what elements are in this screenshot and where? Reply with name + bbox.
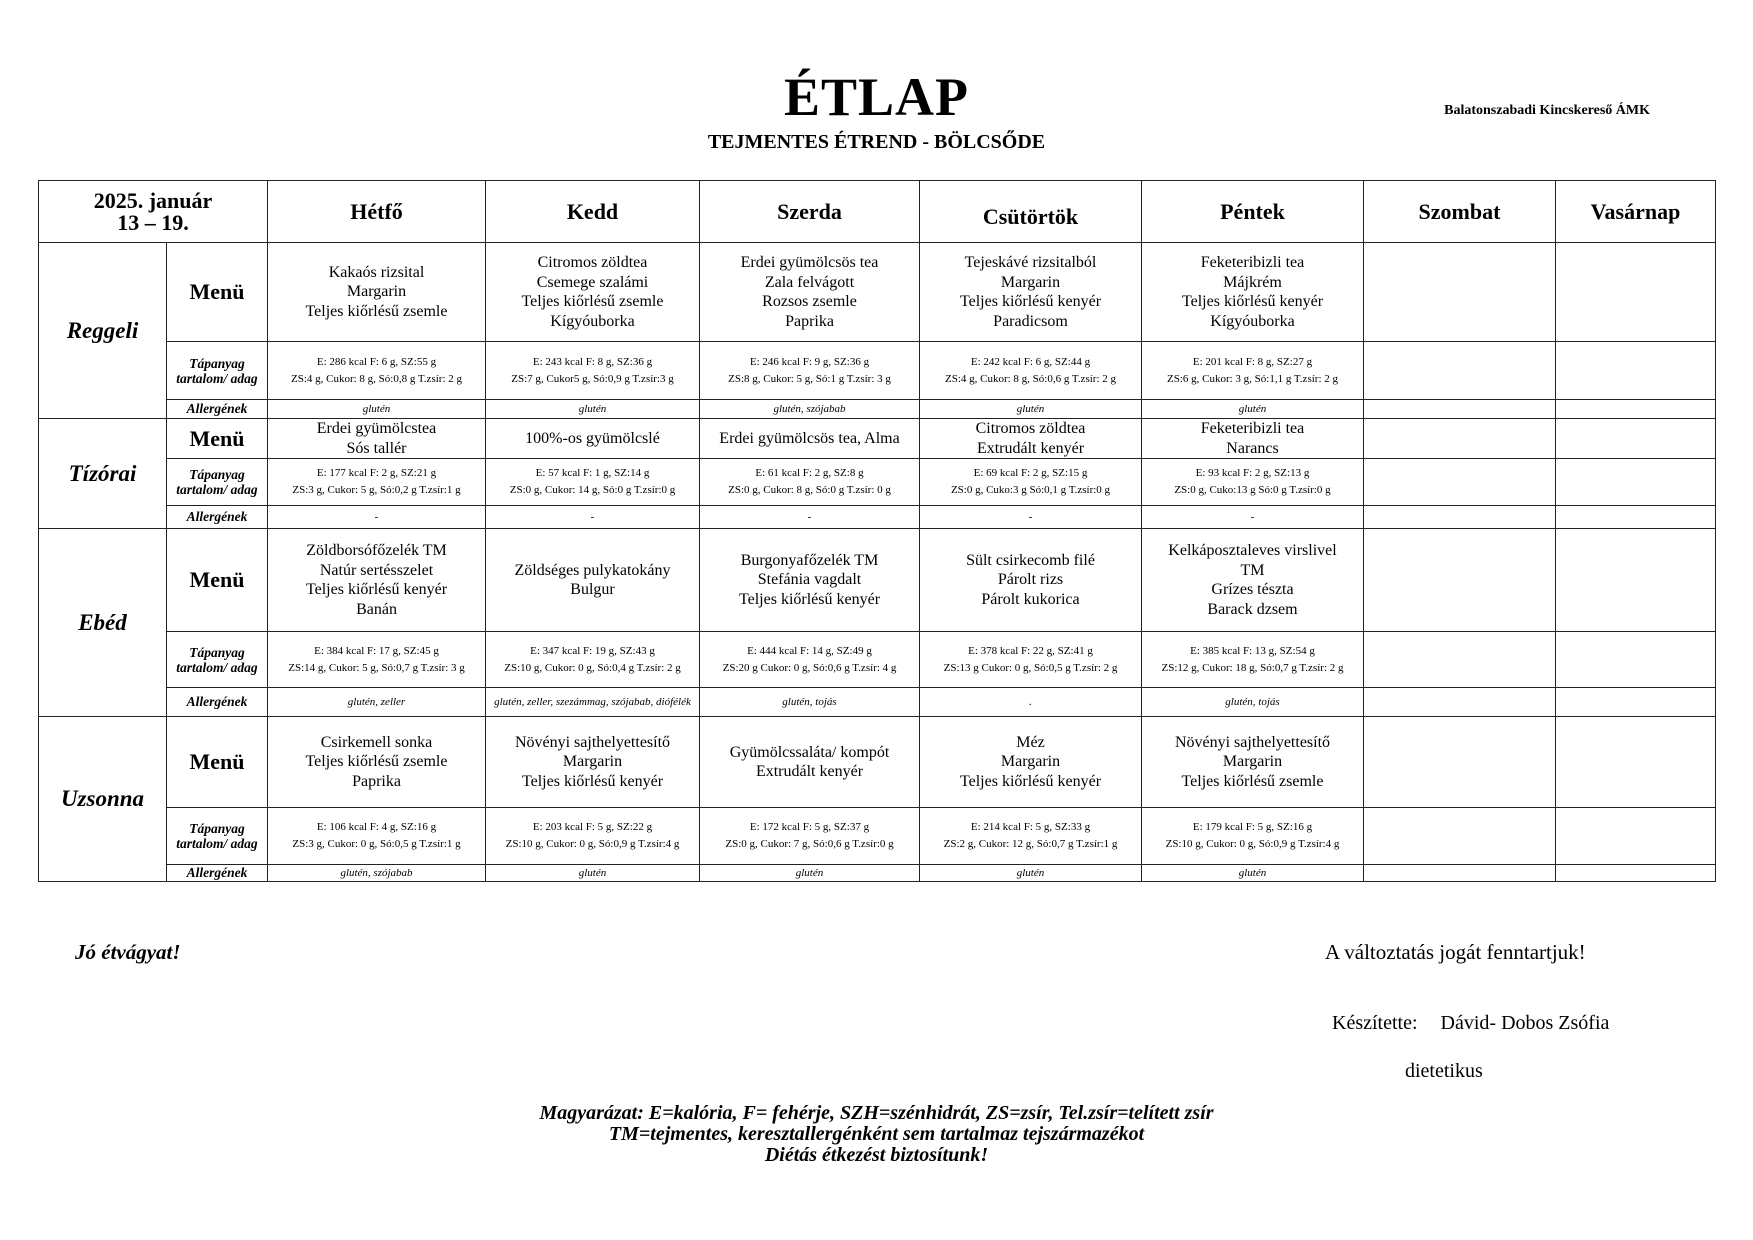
menu-cell <box>268 717 486 808</box>
nutrition-line: ZS:20 g Cukor: 0 g, Só:0,6 g T.zsír: 4 g <box>722 661 897 674</box>
nutrition-line: E: 286 kcal F: 6 g, SZ:55 g <box>316 355 437 368</box>
menu-item: 100%-os gyümölcslé <box>525 429 660 447</box>
menu-item: Stefánia vagdalt <box>757 571 862 589</box>
nutrition-cell <box>486 459 700 506</box>
allergen-cell: glutén <box>1142 865 1364 882</box>
allergens-label: Allergének <box>167 865 268 882</box>
allergen-cell <box>1364 506 1556 529</box>
nutrition-line: ZS:4 g, Cukor: 8 g, Só:0,8 g T.zsír: 2 g <box>290 372 462 385</box>
menu-cell <box>1142 243 1364 342</box>
menu-cell <box>700 419 920 459</box>
allergen-cell: glutén <box>920 400 1142 419</box>
day-header-sunday: Vasárnap <box>1556 181 1716 243</box>
menu-item: Citromos zöldtea <box>975 420 1086 437</box>
menu-cell <box>920 529 1142 632</box>
nutrition-line: ZS:2 g, Cukor: 12 g, Só:0,7 g T.zsír:1 g <box>943 838 1118 850</box>
nutrition-line: E: 61 kcal F: 2 g, SZ:8 g <box>755 467 864 479</box>
nutrition-line: ZS:0 g, Cukor: 7 g, Só:0,6 g T.zsír:0 g <box>725 838 894 850</box>
nutrition-line: E: 179 kcal F: 5 g, SZ:16 g <box>1192 821 1313 833</box>
nutrition-line: ZS:6 g, Cukor: 3 g, Só:1,1 g T.zsír: 2 g <box>1166 372 1338 385</box>
menu-cell <box>700 717 920 808</box>
menu-item: Teljes kiőrlésű zsemle <box>1181 772 1324 790</box>
nutrition-cell <box>268 342 486 400</box>
menu-cell <box>700 529 920 632</box>
nutrition-line: E: 444 kcal F: 14 g, SZ:49 g <box>747 644 872 657</box>
menu-item: Növényi sajthelyettesítő <box>514 733 671 751</box>
allergen-cell <box>1556 400 1716 419</box>
allergens-label: Allergének <box>167 506 268 529</box>
page-title: ÉTLAP <box>783 67 970 127</box>
nutrition-cell <box>268 632 486 688</box>
allergen-row <box>39 865 1716 882</box>
menu-item: Rozsos zsemle <box>762 293 857 310</box>
nutrition-line: E: 347 kcal F: 19 g, SZ:43 g <box>530 644 655 657</box>
menu-item: Sült csirkecomb filé <box>966 551 1095 569</box>
nutrition-label: Tápanyag tartalom/ adag <box>167 342 268 400</box>
nutrition-line: E: 93 kcal F: 2 g, SZ:13 g <box>1195 467 1310 479</box>
nutrition-row <box>39 632 1716 688</box>
menu-item: Méz <box>1016 733 1045 751</box>
nutrition-line: ZS:3 g, Cukor: 0 g, Só:0,5 g T.zsír:1 g <box>292 838 461 850</box>
nutrition-cell <box>920 342 1142 400</box>
menu-item: Kígyóuborka <box>1210 312 1295 330</box>
menu-item: Párolt rizs <box>997 571 1064 589</box>
menu-cell <box>1364 529 1556 632</box>
allergen-cell: glutén, tojás <box>1142 688 1364 717</box>
nutrition-line: E: 214 kcal F: 5 g, SZ:33 g <box>970 821 1091 833</box>
menu-table-body <box>39 243 1716 882</box>
allergen-cell: glutén <box>700 865 920 882</box>
legend-line: TM=tejmentes, keresztallergénként sem tartalmaz tejszármazékot <box>608 1123 1145 1145</box>
menu-item: Feketeribizli tea <box>1200 254 1305 271</box>
nutrition-line: E: 69 kcal F: 2 g, SZ:15 g <box>973 467 1088 479</box>
menu-item: Növényi sajthelyettesítő <box>1174 733 1331 751</box>
nutrition-line: ZS:0 g, Cuko:3 g Só:0,1 g T.zsír:0 g <box>950 484 1111 496</box>
allergen-cell: glutén, szójabab <box>700 400 920 419</box>
nutrition-line: E: 57 kcal F: 1 g, SZ:14 g <box>535 467 650 479</box>
nutrition-line: ZS:12 g, Cukor: 18 g, Só:0,7 g T.zsír: 2 g <box>1161 661 1344 674</box>
legend-line: Magyarázat: E=kalória, F= fehérje, SZH=szénhidrát, ZS=zsír, Tel.zsír=telített zsír <box>539 1102 1214 1124</box>
menu-item: Teljes kiőrlésű zsemle <box>305 753 448 771</box>
menu-cell <box>486 243 700 342</box>
allergen-cell: glutén, zeller <box>268 688 486 717</box>
nutrition-cell <box>486 808 700 865</box>
nutrition-cell <box>486 632 700 688</box>
nutrition-label: Tápanyag tartalom/ adag <box>167 459 268 506</box>
nutrition-line: E: 201 kcal F: 8 g, SZ:27 g <box>1192 355 1313 368</box>
menu-item: Margarin <box>1000 273 1061 291</box>
menu-item: Paradicsom <box>993 312 1068 330</box>
menu-item: Banán <box>356 600 397 618</box>
allergen-cell: - <box>920 506 1142 529</box>
nutrition-line: E: 177 kcal F: 2 g, SZ:21 g <box>316 467 437 479</box>
menu-label: Menü <box>167 243 268 342</box>
nutrition-cell <box>920 808 1142 865</box>
menu-item: Teljes kiőrlésű kenyér <box>959 293 1102 310</box>
nutrition-line: E: 378 kcal F: 22 g, SZ:41 g <box>968 644 1093 657</box>
menu-item: Kelkáposztaleves virslivel <box>1168 542 1337 559</box>
menu-item: Extrudált kenyér <box>755 763 864 780</box>
date-range-days: 13 – 19. <box>117 209 189 235</box>
allergen-cell: glutén <box>920 865 1142 882</box>
header-row <box>39 181 1716 243</box>
menu-cell <box>268 243 486 342</box>
nutrition-cell <box>268 459 486 506</box>
menu-item: Margarin <box>346 283 407 301</box>
menu-item: Erdei gyümölcsös tea, Alma <box>719 429 900 447</box>
menu-item: Margarin <box>1000 753 1061 771</box>
allergen-cell: glutén <box>486 400 700 419</box>
allergen-row <box>39 506 1716 529</box>
menu-item: Tejeskávé rizsitalból <box>964 254 1097 271</box>
day-header-wednesday: Szerda <box>700 181 920 243</box>
nutrition-line: ZS:10 g, Cukor: 0 g, Só:0,9 g T.zsír:4 g <box>1165 838 1340 850</box>
organization-name: Balatonszabadi Kincskereső ÁMK <box>1444 103 1650 118</box>
menu-item: Zala felvágott <box>764 273 855 291</box>
menu-item: Zöldborsófőzelék TM <box>306 542 447 559</box>
menu-item: Kígyóuborka <box>550 312 635 330</box>
nutrition-cell <box>700 342 920 400</box>
day-header-thursday: Csütörtök <box>920 181 1142 243</box>
menu-item: Teljes kiőrlésű kenyér <box>521 772 664 790</box>
date-range-cell <box>39 181 268 243</box>
nutrition-line: ZS:10 g, Cukor: 0 g, Só:0,4 g T.zsír: 2 g <box>504 661 681 674</box>
nutrition-cell <box>486 342 700 400</box>
menu-item: Sós tallér <box>346 439 407 457</box>
nutrition-cell <box>1364 342 1556 400</box>
allergen-cell: - <box>486 506 700 529</box>
menu-cell <box>486 419 700 459</box>
nutrition-line: ZS:10 g, Cukor: 0 g, Só:0,9 g T.zsír:4 g <box>505 838 680 850</box>
menu-item: Erdei gyümölcsös tea <box>740 254 879 271</box>
menu-item: Zöldséges pulykatokány <box>514 561 671 579</box>
allergen-cell <box>1556 688 1716 717</box>
meal-name: Uzsonna <box>39 717 167 882</box>
menu-cell <box>268 529 486 632</box>
menu-item: Paprika <box>352 772 401 790</box>
menu-item: Margarin <box>1222 753 1283 771</box>
menu-item: Paprika <box>785 312 834 330</box>
nutrition-line: E: 172 kcal F: 5 g, SZ:37 g <box>749 821 870 833</box>
day-header-tuesday: Kedd <box>486 181 700 243</box>
allergens-label: Allergének <box>167 400 268 419</box>
allergen-cell: glutén <box>1142 400 1364 419</box>
date-range-month: 2025. január <box>93 187 213 213</box>
menu-item: Gyümölcssaláta/ kompót <box>729 743 890 761</box>
menu-item: Narancs <box>1226 439 1279 457</box>
allergen-cell <box>1556 865 1716 882</box>
nutrition-line: ZS:4 g, Cukor: 8 g, Só:0,6 g T.zsír: 2 g <box>944 372 1116 385</box>
menu-cell <box>1142 419 1364 459</box>
menu-cell <box>920 419 1142 459</box>
greeting-text: Jó étvágyat! <box>75 940 181 964</box>
menu-row <box>39 243 1716 342</box>
page-subtitle: TEJMENTES ÉTREND - BÖLCSŐDE <box>707 131 1046 153</box>
allergen-cell: . <box>920 688 1142 717</box>
nutrition-line: ZS:7 g, Cukor5 g, Só:0,9 g T.zsír:3 g <box>511 372 674 385</box>
menu-cell <box>920 717 1142 808</box>
meal-name: Reggeli <box>39 243 167 419</box>
nutrition-line: E: 384 kcal F: 17 g, SZ:45 g <box>314 644 439 657</box>
nutrition-cell <box>1556 808 1716 865</box>
menu-item: Csemege szalámi <box>536 273 649 291</box>
allergen-cell: - <box>268 506 486 529</box>
menu-item: Csirkemell sonka <box>320 733 433 751</box>
nutrition-cell <box>268 808 486 865</box>
nutrition-cell <box>920 459 1142 506</box>
menu-item: Citromos zöldtea <box>537 254 648 271</box>
menu-item: Margarin <box>562 753 623 771</box>
menu-item: Extrudált kenyér <box>976 439 1085 457</box>
menu-cell <box>1556 419 1716 459</box>
menu-cell <box>1364 243 1556 342</box>
menu-item: TM <box>1240 561 1265 579</box>
menu-table <box>38 180 1716 882</box>
menu-item: Barack dzsem <box>1207 600 1298 618</box>
menu-item: Erdei gyümölcstea <box>316 420 437 437</box>
menu-cell <box>1142 717 1364 808</box>
allergen-cell: - <box>700 506 920 529</box>
menu-item: Párolt kukorica <box>981 590 1080 608</box>
nutrition-line: E: 203 kcal F: 5 g, SZ:22 g <box>532 821 653 833</box>
nutrition-line: ZS:13 g Cukor: 0 g, Só:0,5 g T.zsír: 2 g <box>943 661 1118 674</box>
allergens-label: Allergének <box>167 688 268 717</box>
nutrition-cell <box>700 459 920 506</box>
menu-cell <box>1556 717 1716 808</box>
nutrition-line: E: 246 kcal F: 9 g, SZ:36 g <box>749 355 870 368</box>
allergen-cell: glutén <box>486 865 700 882</box>
nutrition-cell <box>1142 459 1364 506</box>
menu-item: Teljes kiőrlésű kenyér <box>959 772 1102 790</box>
nutrition-line: ZS:14 g, Cukor: 5 g, Só:0,7 g T.zsír: 3 g <box>288 661 465 674</box>
menu-item: Feketeribizli tea <box>1200 420 1305 437</box>
menu-row <box>39 717 1716 808</box>
nutrition-line: ZS:0 g, Cukor: 14 g, Só:0 g T.zsír:0 g <box>509 484 676 496</box>
menu-cell <box>1556 529 1716 632</box>
menu-cell <box>1556 243 1716 342</box>
nutrition-cell <box>700 808 920 865</box>
allergen-cell <box>1364 688 1556 717</box>
nutrition-line: E: 106 kcal F: 4 g, SZ:16 g <box>316 821 437 833</box>
meal-name: Tízórai <box>39 419 167 529</box>
menu-item: Burgonyafőzelék TM <box>740 551 879 569</box>
author-line <box>1332 1012 1609 1035</box>
nutrition-cell <box>1364 459 1556 506</box>
allergen-cell: glutén, zeller, szezámmag, szójabab, diófélék <box>486 688 700 717</box>
change-notice: A változtatás jogát fenntartjuk! <box>1325 940 1586 964</box>
allergen-cell: glutén, szójabab <box>268 865 486 882</box>
menu-item: Grízes tészta <box>1211 581 1294 598</box>
menu-cell <box>268 419 486 459</box>
nutrition-cell <box>1556 459 1716 506</box>
menu-cell <box>1364 717 1556 808</box>
day-header-saturday: Szombat <box>1364 181 1556 243</box>
menu-cell <box>1142 529 1364 632</box>
menu-row <box>39 419 1716 459</box>
author-role: dietetikus <box>1405 1060 1483 1082</box>
nutrition-line: ZS:0 g, Cukor: 8 g, Só:0 g T.zsír: 0 g <box>728 484 891 496</box>
nutrition-cell <box>920 632 1142 688</box>
nutrition-cell <box>700 632 920 688</box>
nutrition-line: E: 385 kcal F: 13 g, SZ:54 g <box>1190 644 1315 657</box>
nutrition-cell <box>1364 808 1556 865</box>
nutrition-row <box>39 459 1716 506</box>
menu-item: Natúr sertésszelet <box>319 561 434 579</box>
nutrition-row <box>39 342 1716 400</box>
nutrition-cell <box>1142 632 1364 688</box>
menu-label: Menü <box>167 529 268 632</box>
nutrition-cell <box>1364 632 1556 688</box>
menu-row <box>39 529 1716 632</box>
author-name: Dávid- Dobos Zsófia <box>1440 1012 1610 1034</box>
author-label: Készítette: <box>1332 1012 1418 1034</box>
allergen-row <box>39 400 1716 419</box>
meal-name: Ebéd <box>39 529 167 717</box>
menu-label: Menü <box>167 419 268 459</box>
nutrition-cell <box>1556 342 1716 400</box>
nutrition-cell <box>1142 808 1364 865</box>
allergen-row <box>39 688 1716 717</box>
allergen-cell <box>1364 400 1556 419</box>
nutrition-label: Tápanyag tartalom/ adag <box>167 808 268 865</box>
menu-item: Bulgur <box>570 581 615 598</box>
menu-cell <box>920 243 1142 342</box>
menu-item: Teljes kiőrlésű kenyér <box>738 590 881 608</box>
allergen-cell <box>1364 865 1556 882</box>
menu-label: Menü <box>167 717 268 808</box>
menu-cell <box>486 529 700 632</box>
menu-item: Kakaós rizsital <box>328 263 425 281</box>
nutrition-line: E: 242 kcal F: 6 g, SZ:44 g <box>970 355 1091 368</box>
nutrition-line: ZS:8 g, Cukor: 5 g, Só:1 g T.zsír: 3 g <box>728 372 891 385</box>
menu-cell <box>700 243 920 342</box>
legend-block <box>0 1103 1753 1166</box>
nutrition-line: E: 243 kcal F: 8 g, SZ:36 g <box>532 355 653 368</box>
nutrition-line: ZS:0 g, Cuko:13 g Só:0 g T.zsír:0 g <box>1174 484 1331 496</box>
day-header-friday: Péntek <box>1142 181 1364 243</box>
allergen-cell: glutén <box>268 400 486 419</box>
menu-item: Teljes kiőrlésű kenyér <box>1181 293 1324 310</box>
menu-item: Májkrém <box>1223 273 1282 291</box>
nutrition-cell <box>1556 632 1716 688</box>
allergen-cell: glutén, tojás <box>700 688 920 717</box>
menu-item: Teljes kiőrlésű kenyér <box>305 581 448 598</box>
menu-cell <box>486 717 700 808</box>
menu-item: Teljes kiőrlésű zsemle <box>305 302 448 320</box>
allergen-cell <box>1556 506 1716 529</box>
nutrition-cell <box>1142 342 1364 400</box>
nutrition-label: Tápanyag tartalom/ adag <box>167 632 268 688</box>
nutrition-row <box>39 808 1716 865</box>
menu-cell <box>1364 419 1556 459</box>
nutrition-line: ZS:3 g, Cukor: 5 g, Só:0,2 g T.zsír:1 g <box>292 484 461 496</box>
day-header-monday: Hétfő <box>268 181 486 243</box>
menu-item: Teljes kiőrlésű zsemle <box>521 293 664 310</box>
allergen-cell: - <box>1142 506 1364 529</box>
legend-line: Diétás étkezést biztosítunk! <box>764 1144 989 1166</box>
